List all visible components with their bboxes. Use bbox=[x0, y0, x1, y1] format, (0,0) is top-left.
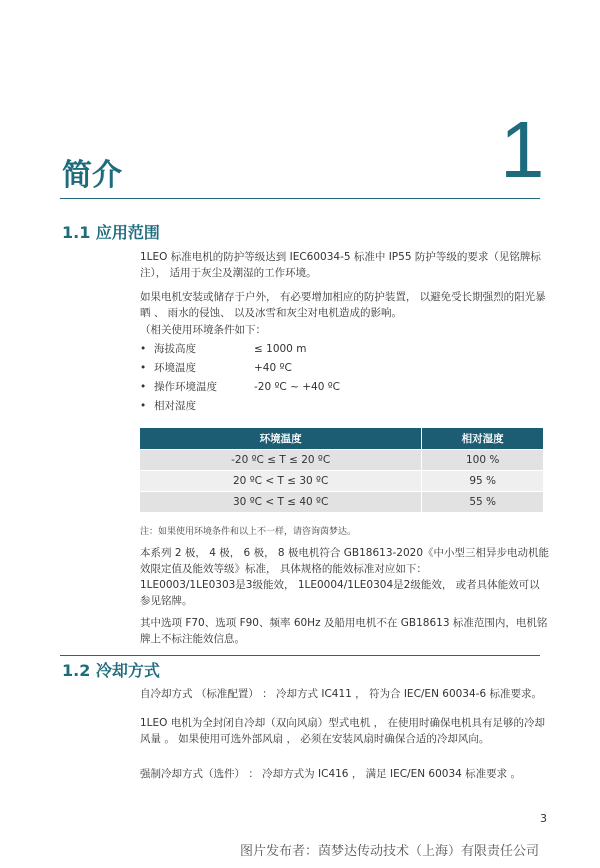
table-cell: 100 % bbox=[422, 450, 544, 471]
condition-value: ≤ 1000 m bbox=[254, 343, 307, 355]
paragraph-fan: 1LEO 电机为全封闭自冷却（双向风扇）型式电机 ， 在使用时确保电机具有足够的冷却风量 。 如果使用可选外部风扇 ， 必须在安装风扇时确保合适的冷却风向。 bbox=[140, 717, 545, 745]
list-item: • 海拔高度 ≤ 1000 m bbox=[140, 340, 540, 359]
table-header-temperature: 环境温度 bbox=[140, 428, 422, 450]
condition-label: 相对湿度 bbox=[154, 400, 196, 412]
condition-label: 操作环境温度 bbox=[154, 381, 217, 393]
table-cell: -20 ºC ≤ T ≤ 20 ºC bbox=[140, 450, 422, 471]
table-note: 注：如果使用环境条件和以上不一样，请咨询茵梦达。 bbox=[140, 527, 357, 537]
condition-label: 海拔高度 bbox=[154, 343, 196, 355]
chapter-number: 1 bbox=[500, 105, 545, 194]
table-header-row bbox=[140, 428, 544, 450]
page-number: 3 bbox=[540, 812, 547, 825]
paragraph-efficiency-levels: 1LE0003/1LE0303是3级能效， 1LE0004/1LE0304是2级能效， 或者具体能效可以参见铭牌。 bbox=[140, 579, 540, 607]
table-row bbox=[140, 492, 544, 513]
paragraph-self-cooling: 自冷却方式 （标准配置） ： 冷却方式 IC411 ， 符为合 IEC/EN 60034-6 标准要求。 bbox=[140, 688, 542, 700]
list-item: • 操作环境温度 -20 ºC ~ +40 ºC bbox=[140, 378, 540, 397]
chapter-title: 简介 bbox=[62, 158, 122, 193]
list-item: • 环境温度 +40 ºC bbox=[140, 359, 540, 378]
table-cell: 55 % bbox=[422, 492, 544, 513]
section-title-1-1: 1.1 应用范围 bbox=[62, 223, 160, 242]
paragraph-exceptions: 其中选项 F70、选项 F90、频率 60Hz 及船用电机不在 GB18613 标准范围内，电机铭牌上不标注能效信息。 bbox=[140, 617, 548, 645]
table-cell: 30 ºC < T ≤ 40 ºC bbox=[140, 492, 422, 513]
table-row bbox=[140, 450, 544, 471]
conditions-list bbox=[140, 340, 540, 416]
table-cell: 20 ºC < T ≤ 30 ºC bbox=[140, 471, 422, 492]
condition-value: -20 ºC ~ +40 ºC bbox=[254, 381, 341, 393]
paragraph-outdoor: 如果电机安装或储存于户外， 有必要增加相应的防护装置， 以避免受长期强烈的阳光暴晒 、 雨水的侵蚀、 以及冰雪和灰尘对电机造成的影响。 bbox=[140, 291, 546, 319]
paragraph-protection: 1LEO 标准电机的防护等级达到 IEC60034-5 标准中 IP55 防护等级的要求（见铭牌标注）， 适用于灰尘及潮湿的工作环境。 bbox=[140, 251, 541, 279]
condition-value: +40 ºC bbox=[254, 362, 292, 374]
paragraph-efficiency-standard: 本系列 2 极， 4 极， 6 极， 8 极电机符合 GB18613-2020《中小型三相异步电动机能效限定值及能效等级》标准， 具体规格的能效标准对应如下： bbox=[140, 547, 550, 575]
humidity-table bbox=[140, 428, 544, 512]
section-title-1-2: 1.2 冷却方式 bbox=[62, 661, 160, 680]
table-header-humidity: 相对湿度 bbox=[422, 428, 544, 450]
section-divider bbox=[60, 655, 540, 656]
chapter-divider bbox=[60, 198, 540, 199]
table-row bbox=[140, 471, 544, 492]
conditions-intro: （相关使用环境条件如下： bbox=[140, 324, 266, 336]
table-cell: 95 % bbox=[422, 471, 544, 492]
condition-label: 环境温度 bbox=[154, 362, 196, 374]
list-item: • 相对湿度 bbox=[140, 397, 540, 416]
paragraph-forced-cooling: 强制冷却方式（选件） ： 冷却方式为 IC416 ， 满足 IEC/EN 60034 标准要求 。 bbox=[140, 768, 521, 780]
publisher-watermark: 图片发布者：茵梦达传动技术（上海）有限责任公司 bbox=[240, 844, 540, 859]
